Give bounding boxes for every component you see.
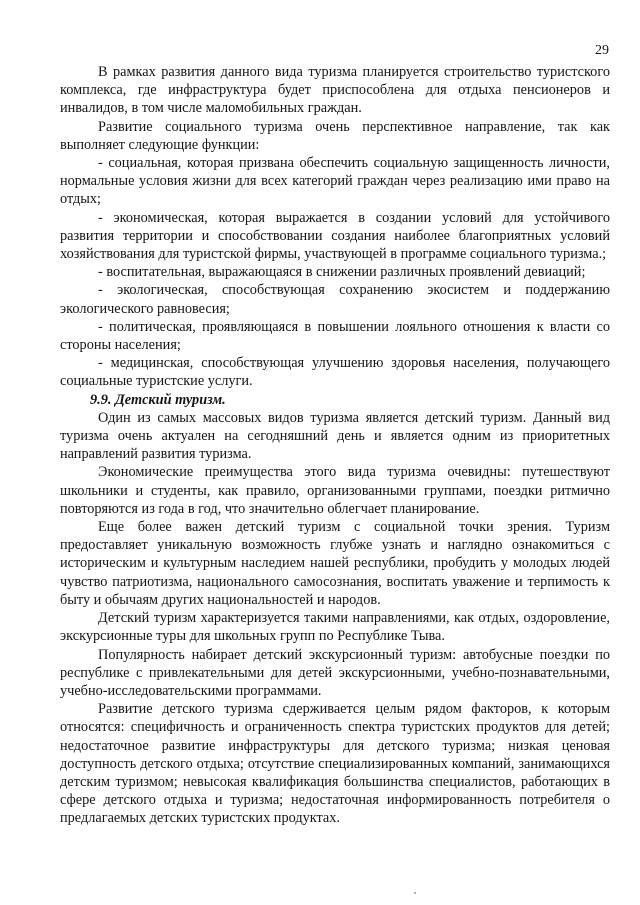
- scan-speck: [414, 892, 416, 894]
- list-item-medical-function: - медицинская, способствующая улучшению здоровья населения, получающего социальные туристские услуги.: [60, 355, 610, 390]
- list-item-educational-function: - воспитательная, выражающаяся в снижении различных проявлений девиаций;: [98, 264, 586, 281]
- page-number: 29: [595, 43, 609, 58]
- paragraph-social-importance: Еще более важен детский туризм с социальной точки зрения. Туризм предоставляет уникальную возможность глубже узнать и наглядно ознакомиться с историческим и культурным наследием нашей республики, пробудить у молодых людей чувство патриотизма, национального самосознания, воспитать уважение и терпимость к быту и обычаям других национальностей и народов.: [60, 519, 610, 608]
- paragraph-social-tourism-functions: Развитие социального туризма очень перспективное направление, так как выполняет следующие функции:: [60, 118, 610, 153]
- list-item-economic-function: - экономическая, которая выражается в создании условий для устойчивого развития территории и способствовании создания наиболее благоприятных условий хозяйствования для туристской фирмы, участвующей в программе социального туризма.;: [60, 209, 610, 263]
- paragraph-economic-advantages: Экономические преимущества этого вида туризма очевидны: путешествуют школьники и студенты, как правило, организованными группами, поездки ритмично повторяются из года в год, что значительно облегчает планирование.: [60, 464, 610, 517]
- list-item-political-function: - политическая, проявляющаяся в повышении лояльного отношения к власти со стороны населения;: [60, 318, 610, 354]
- paragraph-tourism-complex: В рамках развития данного вида туризма планируется строительство туристского комплекса, где инфраструктура будет приспособлена для отдыха пенсионеров и инвалидов, в том числе маломобильных граждан.: [60, 64, 610, 117]
- paragraph-limiting-factors: Развитие детского туризма сдерживается целым рядом факторов, к которым относятся: специфичность и ограниченность спектра туристских продуктов для детей; недостаточное развитие инфраструктуры для детского туризма; низкая ценовая доступность детского отдыха; отсутствие специализированных компаний, занимающихся детским туризмом; невысокая квалификация большинства специалистов, работающих в сфере детского отдыха и туризма; недостаточная информированность потребителя о предлагаемых детских туристских продуктах.: [60, 701, 610, 827]
- list-item-social-function: - социальная, которая призвана обеспечить социальную защищенность личности, нормальные условия жизни для всех категорий граждан через реализацию ими право на отдых;: [60, 155, 610, 208]
- page-content: [60, 63, 610, 828]
- paragraph-children-tourism-intro: Один из самых массовых видов туризма является детский туризм. Данный вид туризма очень актуален на сегодняшний день и является одним из приоритетных направлений развития туризма.: [60, 409, 610, 463]
- list-item-ecological-function: - экологическая, способствующая сохранению экосистем и поддержанию экологического равновесия;: [60, 282, 610, 317]
- paragraph-directions: Детский туризм характеризуется такими направлениями, как отдых, оздоровление, экскурсионные туры для школьных групп по Республике Тыва.: [60, 610, 610, 645]
- paragraph-excursion-tourism: Популярность набирает детский экскурсионный туризм: автобусные поездки по республике с привлекательными для детей экскурсионными, учебно-познавательными, учебно-исследовательскими программами.: [60, 646, 610, 699]
- section-heading-children-tourism: 9.9. Детский туризм.: [90, 391, 226, 408]
